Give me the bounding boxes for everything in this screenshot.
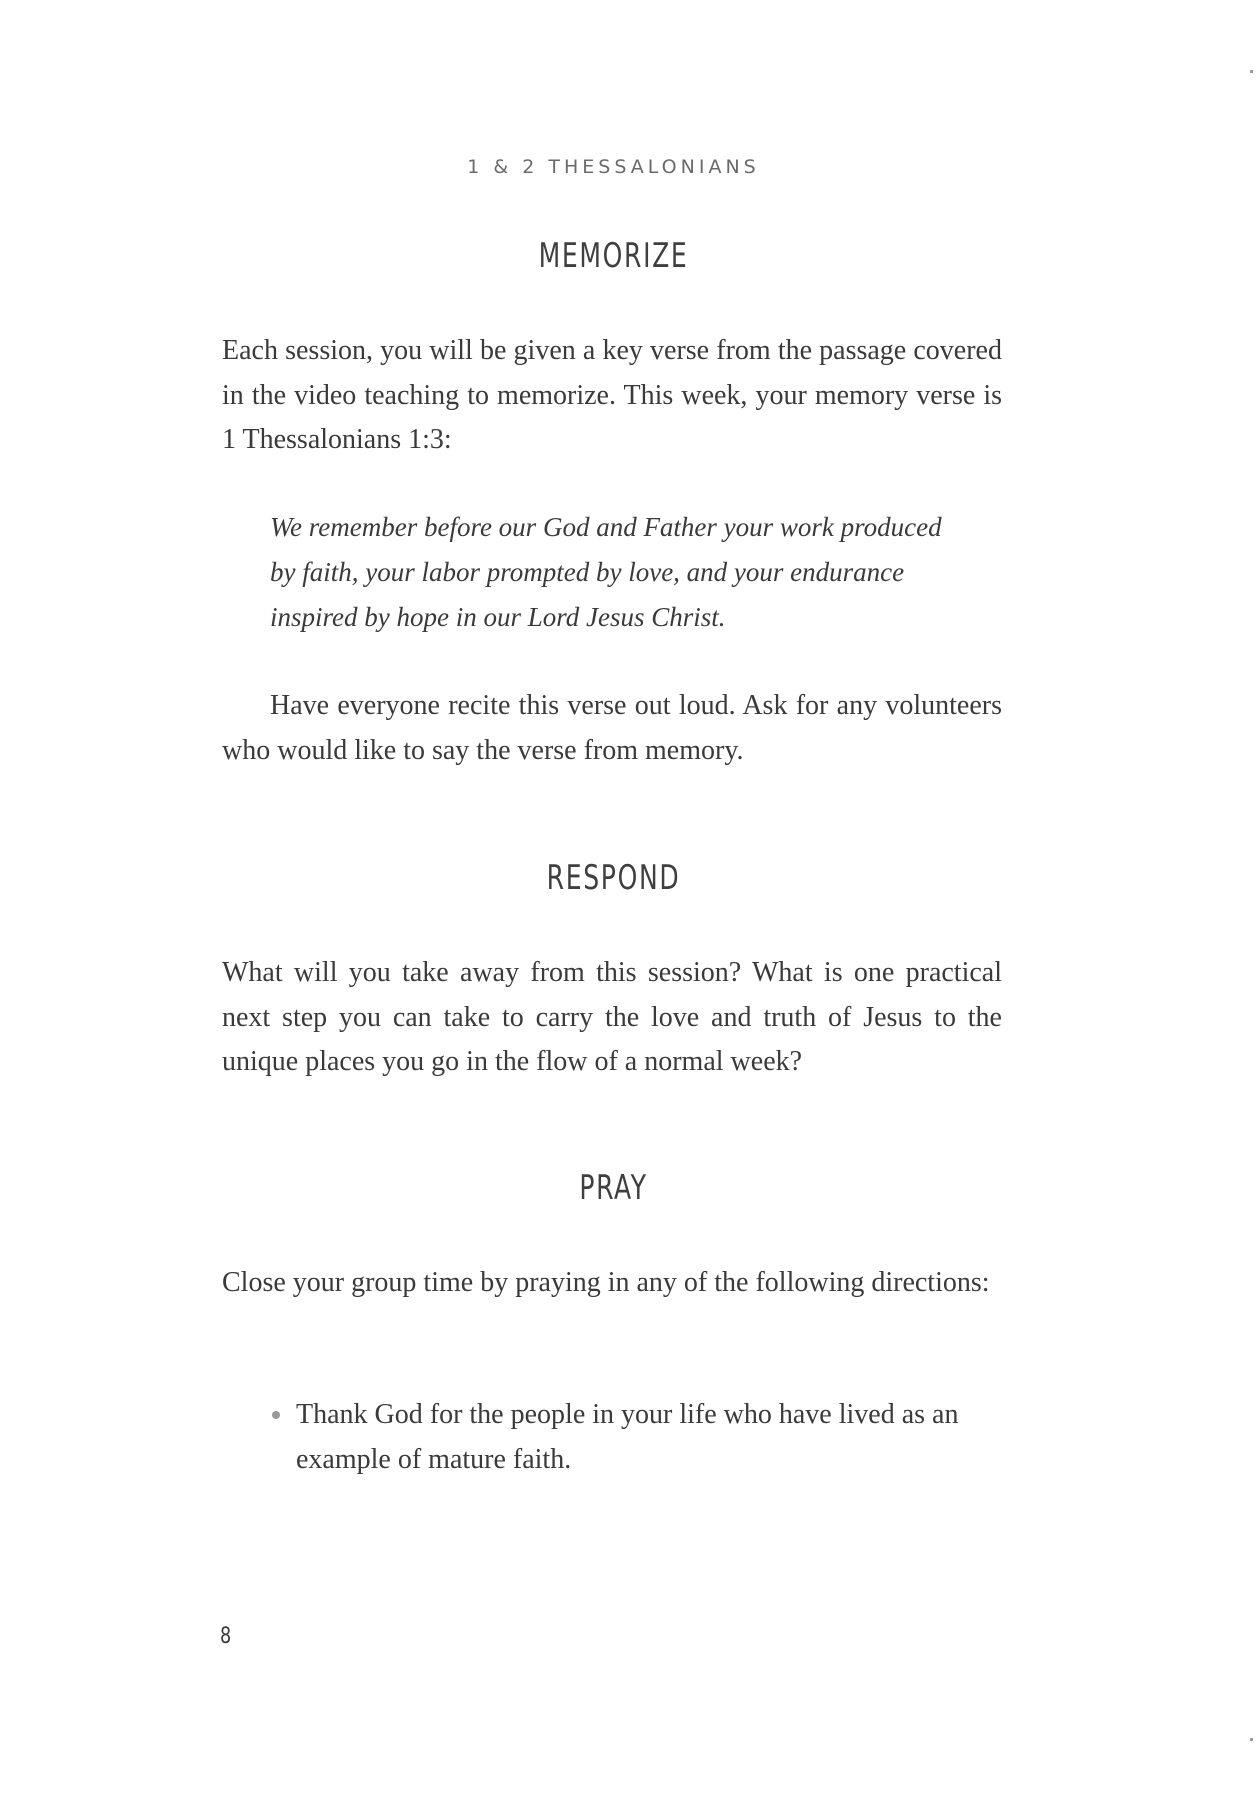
edge-mark [1250,70,1253,73]
respond-body: What will you take away from this session? What is one practical next step you can take to carry the love and truth of Jesus to the unique places you go in the flow of a normal week? [222,957,1002,1077]
memorize-heading: MEMORIZE [538,236,689,276]
memory-verse: We remember before our God and Father your work produced by faith, your labor prompted by love, and your endurance inspired by hope in our Lord Jesus Christ. [270,512,942,632]
running-head: 1 & 2 THESSALONIANS [467,156,760,178]
pray-heading: PRAY [579,1168,648,1208]
respond-heading: RESPOND [546,858,681,898]
pray-intro: Close your group time by praying in any of the following directions: [222,1267,990,1298]
list-item [270,1392,1010,1482]
edge-mark [1250,1738,1253,1741]
list-item-text: Thank God for the people in your life who have lived as an example of mature faith. [296,1399,959,1475]
memorize-intro: Each session, you will be given a key verse from the passage covered in the video teaching to memorize. This week, your memory verse is 1 Thessalonians 1:3: [222,335,1002,455]
page-number: 8 [220,1624,232,1649]
memorize-instruction: Have everyone recite this verse out loud. Ask for any volunteers who would like to say the verse from memory. [222,690,1002,766]
prayer-directions-list [270,1392,1010,1482]
bullet-icon [272,1411,280,1419]
